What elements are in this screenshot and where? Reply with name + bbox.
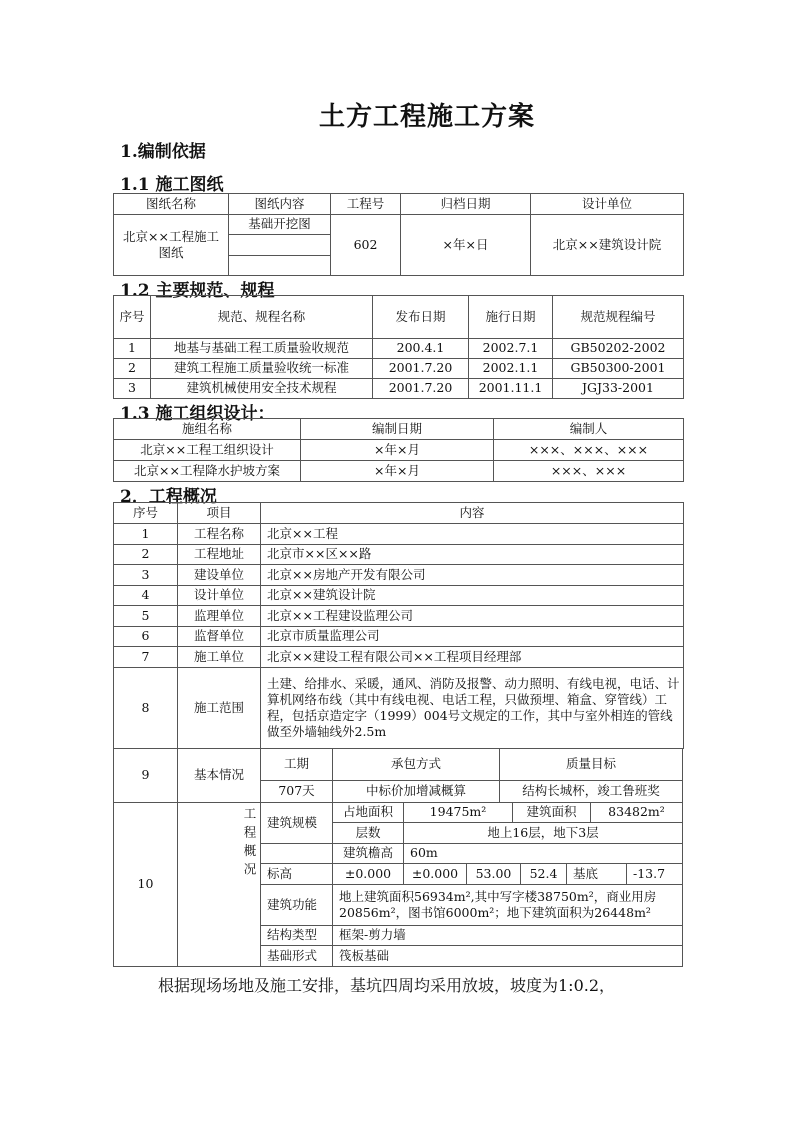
table-cell (260, 843, 333, 864)
table-cell: 2 (113, 358, 151, 379)
table-cell: 施工单位 (177, 646, 261, 668)
table-cell: 标高 (260, 863, 333, 885)
table-header-cell: 发布日期 (372, 295, 469, 339)
table-cell: 基础形式 (260, 945, 333, 967)
table-cell: 1 (113, 523, 178, 545)
table-cell: 设计单位 (177, 585, 261, 606)
archive-date-cell: ×年×日 (400, 214, 531, 276)
drawing-content-cell (228, 234, 331, 256)
table-cell: 2002.1.1 (468, 358, 553, 379)
table-header-cell: 项目 (177, 502, 261, 524)
table-cell: 北京××工程建设监理公司 (260, 605, 684, 627)
section-heading: 1.1 施工图纸 (120, 175, 224, 195)
table-header-cell: 规范规程编号 (552, 295, 684, 339)
table-cell: 建筑面积 (512, 802, 591, 823)
table-header-cell: 规范、规程名称 (150, 295, 373, 339)
table-cell: ×××、×××、××× (493, 439, 684, 461)
table-cell: 建筑功能 (260, 884, 333, 926)
drawing-content-cell: 基础开挖图 (228, 214, 331, 235)
table-cell: 19475m² (403, 802, 513, 823)
table-cell: 工程名称 (177, 523, 261, 545)
table-cell: 2001.11.1 (468, 378, 553, 399)
table-header-cell: 施组名称 (113, 418, 301, 440)
table-cell: 结构类型 (260, 925, 333, 946)
table-cell: 框架-剪力墙 (332, 925, 683, 946)
table-cell: 施工范围 (177, 667, 261, 749)
table-header-cell: 编制人 (493, 418, 684, 440)
table-cell: 10 (113, 802, 178, 967)
table-cell: 中标价加增减概算 (332, 780, 500, 803)
table-cell: 北京××工程降水护坡方案 (113, 460, 301, 482)
drawing-content-cell (228, 255, 331, 276)
table-cell: 1 (113, 338, 151, 359)
table-cell: 707天 (260, 780, 333, 803)
table-cell: 3 (113, 564, 178, 586)
table-header-cell: 序号 (113, 502, 178, 524)
design-unit-cell: 北京××建筑设计院 (530, 214, 684, 276)
table-cell: 基底 (566, 863, 627, 885)
table-cell: 8 (113, 667, 178, 749)
table-cell: 2001.7.20 (372, 378, 469, 399)
table-header-cell: 设计单位 (530, 193, 684, 215)
table-cell: 地上建筑面积56934m²,其中写字楼38750m²，商业用房20856m²，图书馆6000m²；地下建筑面积为26448m² (332, 884, 683, 926)
table-cell: GB50202-2002 (552, 338, 684, 359)
table-header-cell: 图纸名称 (113, 193, 229, 215)
table-cell: 结构长城杯，竣工鲁班奖 (499, 780, 683, 803)
table-cell: GB50300-2001 (552, 358, 684, 379)
table-cell: 质量目标 (499, 748, 683, 781)
table-cell: 7 (113, 646, 178, 668)
table-cell: ×年×月 (300, 439, 494, 461)
section-heading: 1.编制依据 (120, 142, 206, 162)
table-cell: 52.4 (520, 863, 567, 885)
table-cell: 层数 (332, 822, 404, 844)
table-cell: 4 (113, 585, 178, 606)
table-cell: 9 (113, 748, 178, 803)
table-cell: 北京××建筑设计院 (260, 585, 684, 606)
table-cell: 工期 (260, 748, 333, 781)
drawing-name-cell: 北京××工程施工图纸 (113, 214, 229, 276)
table-header-cell: 内容 (260, 502, 684, 524)
table-cell: ±0.000 (403, 863, 467, 885)
table-cell: 2002.7.1 (468, 338, 553, 359)
table-cell: ×年×月 (300, 460, 494, 482)
section-heading: 1.2 主要规范、规程 (120, 281, 275, 301)
section-heading: 2．工程概况 (120, 487, 217, 507)
table-cell: 建筑工程施工质量验收统一标准 (150, 358, 373, 379)
table-cell: 北京××工程 (260, 523, 684, 545)
table-cell: 监理单位 (177, 605, 261, 627)
table-cell: 监督单位 (177, 626, 261, 647)
table-cell: 土建、给排水、采暖，通风、消防及报警、动力照明、有线电视，电话、计算机网络布线（其中有线电视、电话工程，只做预埋、箱盒、穿管线）工程，包括京造定字（1999）004号文规定的工作，其中与室外相连的管线做至外墙轴线外2.5m (260, 667, 684, 749)
page-title: 土方工程施工方案 (318, 102, 535, 132)
table-header-cell: 施行日期 (468, 295, 553, 339)
table-cell: 工程地址 (177, 544, 261, 565)
table-cell: 北京市质量监理公司 (260, 626, 684, 647)
table-cell: 2 (113, 544, 178, 565)
table-header-cell: 归档日期 (400, 193, 531, 215)
table-cell: 3 (113, 378, 151, 399)
table-cell: 北京××房地产开发有限公司 (260, 564, 684, 586)
table-cell: 建筑机械使用安全技术规程 (150, 378, 373, 399)
body-paragraph: 根据现场场地及施工安排，基坑四周均采用放坡，坡度为1:0.2， (158, 976, 616, 995)
table-cell: 筏板基础 (332, 945, 683, 967)
section-heading: 1.3 施工组织设计： (120, 404, 275, 424)
table-cell: 北京××工程工组织设计 (113, 439, 301, 461)
table-header-cell: 序号 (113, 295, 151, 339)
table-cell: 5 (113, 605, 178, 627)
table-cell: 北京市××区××路 (260, 544, 684, 565)
table-cell: 工程概况 (177, 802, 261, 967)
table-cell: 2001.7.20 (372, 358, 469, 379)
table-cell: -13.7 (626, 863, 683, 885)
table-cell: 地上16层，地下3层 (403, 822, 683, 844)
table-header-cell: 图纸内容 (228, 193, 331, 215)
table-cell: 地基与基础工程工质量验收规范 (150, 338, 373, 359)
table-cell: 承包方式 (332, 748, 500, 781)
table-cell: ±0.000 (332, 863, 404, 885)
table-header-cell: 工程号 (330, 193, 401, 215)
table-cell: 占地面积 (332, 802, 404, 823)
table-cell: 建筑规模 (260, 802, 333, 844)
table-cell: 6 (113, 626, 178, 647)
table-cell: ×××、××× (493, 460, 684, 482)
table-cell: 北京××建设工程有限公司××工程项目经理部 (260, 646, 684, 668)
table-cell: 83482m² (590, 802, 683, 823)
table-cell: 60m (403, 843, 683, 864)
table-cell: 建设单位 (177, 564, 261, 586)
table-cell: JGJ33-2001 (552, 378, 684, 399)
table-header-cell: 编制日期 (300, 418, 494, 440)
table-cell: 基本情况 (177, 748, 261, 803)
table-cell: 建筑檐高 (332, 843, 404, 864)
project-no-cell: 602 (330, 214, 401, 276)
table-cell: 200.4.1 (372, 338, 469, 359)
table-cell: 53.00 (466, 863, 521, 885)
